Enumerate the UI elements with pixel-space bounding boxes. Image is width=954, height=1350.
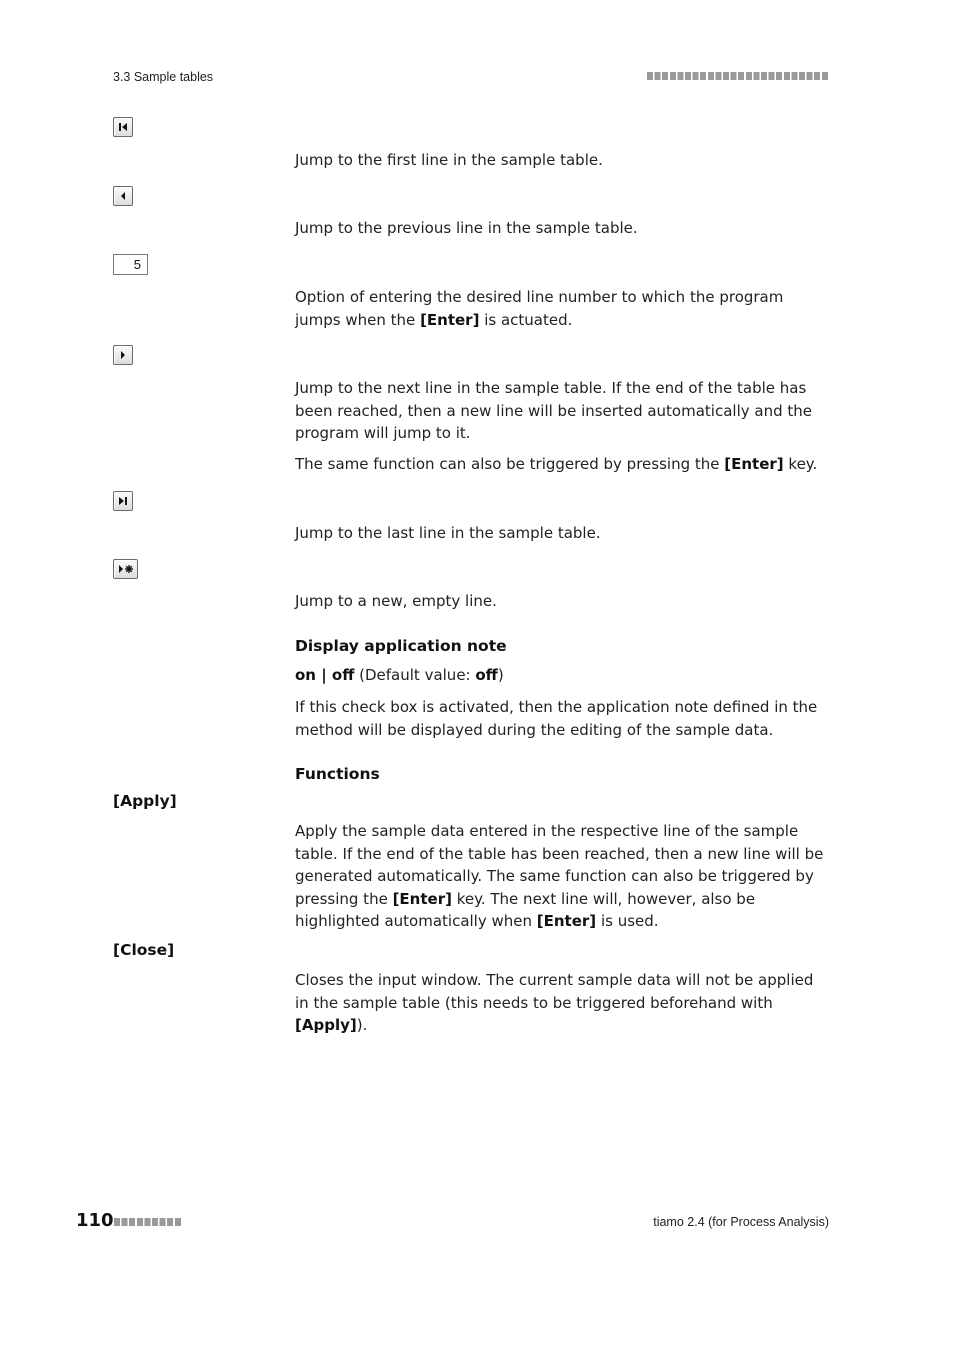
first-line-description: Jump to the first line in the sample table. <box>295 151 603 169</box>
footer-document-title: tiamo 2.4 (for Process Analysis) <box>653 1215 829 1229</box>
apply-label: [Apply] <box>113 792 177 810</box>
next-line-note: The same function can also be triggered by pressing the [Enter] key. <box>295 455 818 473</box>
header-decoration <box>647 72 829 80</box>
last-line-description: Jump to the last line in the sample table. <box>295 524 601 542</box>
previous-line-description: Jump to the previous line in the sample table. <box>295 219 638 237</box>
next-line-icon <box>113 345 133 365</box>
close-description: Closes the input window. The current sample data will not be applied in the sample table (this needs to be triggered beforehand with [Apply]). <box>295 971 814 1034</box>
last-line-icon <box>113 491 133 511</box>
first-line-icon <box>113 117 133 137</box>
display-note-description: If this check box is activated, then the application note defined in the method will be displayed during the editing of the sample data. <box>295 698 818 739</box>
next-line-description: Jump to the next line in the sample table. If the end of the table has been reached, then a new line will be inserted automatically and the program will jump to it. <box>295 379 812 442</box>
close-label: [Close] <box>113 941 175 959</box>
display-note-heading: Display application note <box>295 637 507 655</box>
new-line-description: Jump to a new, empty line. <box>295 592 497 610</box>
display-note-values: on | off (Default value: off) <box>295 666 504 684</box>
running-header-section: 3.3 Sample tables <box>113 70 214 84</box>
line-number-description: Option of entering the desired line number to which the program jumps when the [Enter] is actuated. <box>295 288 784 329</box>
new-line-icon <box>113 559 138 579</box>
page-number: 110 <box>76 1210 114 1231</box>
functions-heading: Functions <box>295 765 380 783</box>
footer-decoration <box>114 1218 182 1226</box>
previous-line-icon <box>113 186 133 206</box>
apply-description: Apply the sample data entered in the respective line of the sample table. If the end of the table has been reached, then a new line will be generated automatically. The same function can also be triggered by pressing the [Enter] key. The next line will, however, also be highlighted automatically when [Enter] is used. <box>295 822 824 930</box>
line-number-field: 5 <box>113 254 148 275</box>
